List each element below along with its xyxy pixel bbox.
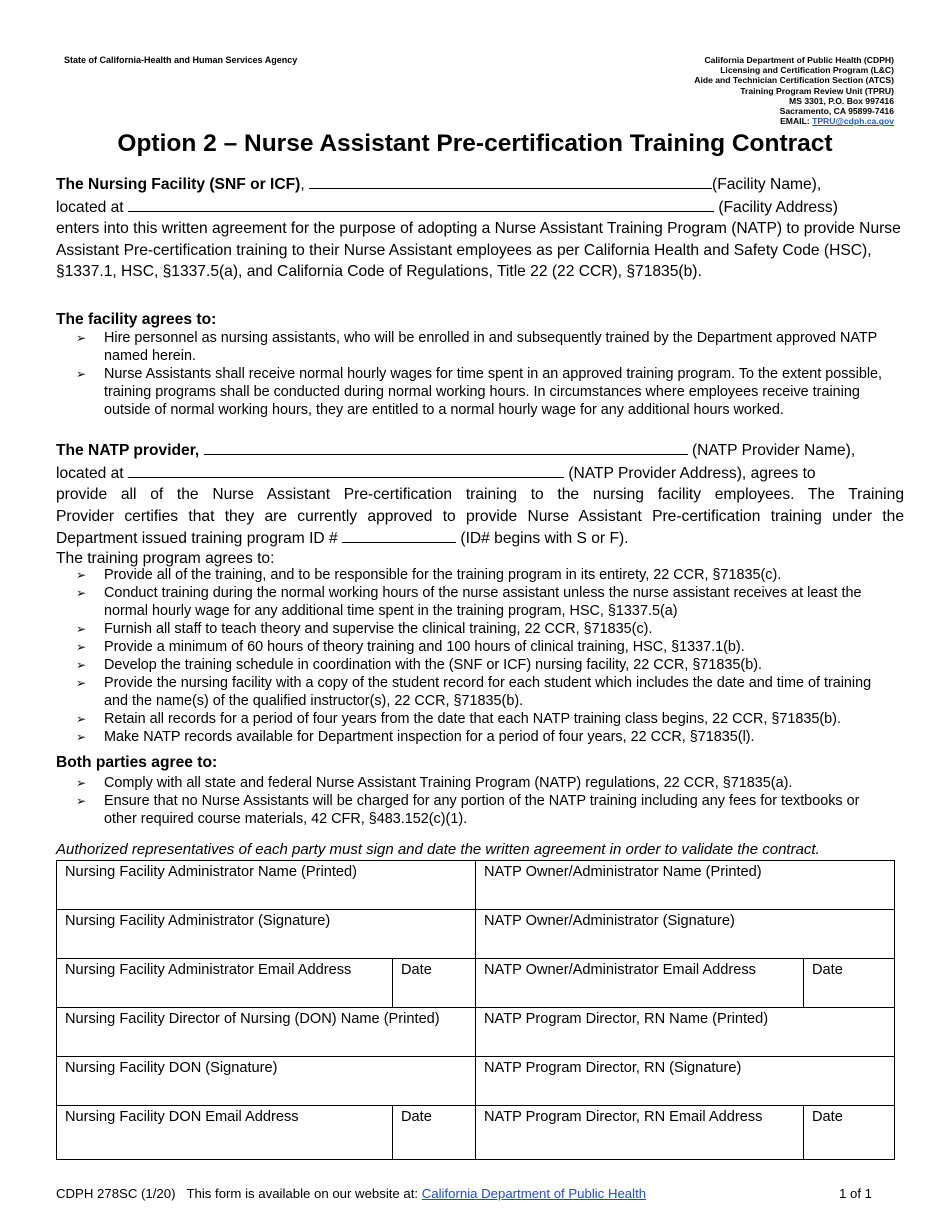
department-address-block: [694, 55, 894, 126]
facility-don-signature-field[interactable]: Nursing Facility DON (Signature): [57, 1057, 476, 1106]
list-item: ➢ Retain all records for a period of four years from the date that each NATP training class begins, 22 CCR, §71835(b).: [76, 710, 896, 728]
dept-line: Training Program Review Unit (TPRU): [740, 85, 894, 96]
provider-address-suffix: (NATP Provider Address), agrees to: [568, 464, 816, 482]
footer-available-text: This form is available on our website at:: [186, 1186, 419, 1201]
list-item: ➢ Provide the nursing facility with a copy of the student record for each student which includes the date and time of training and the name(s) of the qualified instructor(s), 22 CCR, §71835(b).: [76, 674, 896, 710]
natp-owner-name-field[interactable]: NATP Owner/Administrator Name (Printed): [476, 861, 895, 910]
facility-admin-date-field[interactable]: Date: [393, 959, 476, 1008]
page-number: 1 of 1: [839, 1186, 872, 1201]
agency-name: State of California-Health and Human Services Agency: [64, 55, 298, 65]
provider-address-line: [56, 462, 904, 485]
located-at-label: located at: [56, 198, 124, 216]
facility-address-suffix: (Facility Address): [718, 198, 838, 216]
dept-email-line: [694, 116, 894, 126]
natp-owner-email-field[interactable]: NATP Owner/Administrator Email Address: [476, 959, 804, 1008]
natp-director-name-field[interactable]: NATP Program Director, RN Name (Printed): [476, 1008, 895, 1057]
list-item: ➢ Nurse Assistants shall receive normal hourly wages for time spent in an approved training program. To the extent possible, training programs shall be conducted during normal working hours. In circumstances where employees receive training outside of normal working hours, they are entitled to a normal hourly wage for any additional hours worked.: [76, 365, 896, 419]
comma: ,: [300, 176, 305, 193]
dept-line: Sacramento, CA 95899-7416: [779, 106, 894, 117]
natp-director-signature-field[interactable]: NATP Program Director, RN (Signature): [476, 1057, 895, 1106]
training-heading: The training program agrees to:: [56, 549, 275, 567]
program-id-blank[interactable]: [342, 527, 456, 543]
list-item: ➢ Conduct training during the normal working hours of the nurse assistant unless the nurse assistant receives at least the normal hourly wage for any additional time spent in the training program, HSC, §1337.5(a): [76, 584, 896, 620]
facility-name-suffix: (Facility Name),: [712, 176, 822, 193]
authorization-note: Authorized representatives of each party must sign and date the written agreement in order to validate the contract.: [56, 841, 820, 858]
facility-admin-signature-field[interactable]: Nursing Facility Administrator (Signature): [57, 910, 476, 959]
list-item: ➢ Make NATP records available for Department inspection for a period of four years, 22 CCR, §71835(l).: [76, 728, 896, 746]
provider-name-blank[interactable]: [204, 439, 688, 455]
facility-don-email-field[interactable]: Nursing Facility DON Email Address: [57, 1106, 393, 1160]
provider-address-blank[interactable]: [128, 462, 564, 478]
list-item: ➢ Comply with all state and federal Nurse Assistant Training Program (NATP) regulations, 22 CCR, §71835(a).: [76, 774, 896, 792]
dept-line: Licensing and Certification Program (L&C): [720, 65, 894, 76]
list-item: ➢ Hire personnel as nursing assistants, who will be enrolled in and subsequently trained by the Department approved NATP named herein.: [76, 329, 896, 365]
signature-table: [56, 860, 895, 1160]
facility-name-line: [56, 173, 904, 196]
facility-lead: The Nursing Facility (SNF or ICF): [56, 176, 301, 193]
dept-line: Aide and Technician Certification Section (ATCS): [694, 75, 894, 86]
facility-bullets: [76, 329, 896, 419]
provider-lead: The NATP provider,: [56, 442, 200, 459]
page-title: Option 2 – Nurse Assistant Pre-certification Training Contract: [117, 130, 833, 157]
list-item: ➢ Furnish all staff to teach theory and supervise the clinical training, 22 CCR, §71835(c).: [76, 620, 896, 638]
provider-section: [56, 439, 904, 567]
facility-don-date-field[interactable]: Date: [393, 1106, 476, 1160]
training-bullets: [76, 566, 896, 746]
cdph-website-link[interactable]: California Department of Public Health: [421, 1186, 647, 1201]
dept-line: California Department of Public Health (CDPH): [704, 55, 894, 65]
program-id-label: Department issued training program ID #: [56, 530, 338, 547]
both-parties-bullets: [76, 774, 896, 828]
facility-don-name-field[interactable]: Nursing Facility Director of Nursing (DON) Name (Printed): [57, 1008, 476, 1057]
list-item: ➢ Ensure that no Nurse Assistants will be charged for any portion of the NATP training including any fees for textbooks or other required course materials, 42 CFR, §483.152(c)(1).: [76, 792, 896, 828]
list-item: ➢ Provide a minimum of 60 hours of theory training and 100 hours of clinical training, HSC, §1337.1(b).: [76, 638, 896, 656]
facility-address-line: [56, 196, 904, 219]
facility-name-blank[interactable]: [309, 173, 712, 189]
provider-name-suffix: (NATP Provider Name),: [691, 442, 856, 459]
program-id-hint: (ID# begins with S or F).: [460, 530, 629, 547]
facility-intro: [56, 173, 904, 283]
email-label: EMAIL:: [780, 116, 810, 127]
list-item: ➢ Develop the training schedule in coordination with the (SNF or ICF) nursing facility, 22 CCR, §71835(b).: [76, 656, 896, 674]
located-at-label: located at: [56, 464, 124, 482]
facility-paragraph: enters into this written agreement for the purpose of adopting a Nurse Assistant Training Program (NATP) to provide Nurse Assistant Pre-certification training to their Nurse Assistant employees as per California Health and Safety Code (HSC), §1337.1, HSC, §1337.5(a), and California Code of Regulations, Title 22 (22 CCR), §71835(b).: [56, 220, 901, 280]
natp-owner-signature-field[interactable]: NATP Owner/Administrator (Signature): [476, 910, 895, 959]
email-link[interactable]: TPRU@cdph.ca.gov: [812, 116, 894, 127]
provider-line-3: provide all of the Nurse Assistant Pre-certification training to the nursing facility employees. The Training: [56, 486, 904, 503]
footer: [56, 1186, 646, 1201]
list-item: ➢ Provide all of the training, and to be responsible for the training program in its entirety, 22 CCR, §71835(c).: [76, 566, 896, 584]
natp-director-email-field[interactable]: NATP Program Director, RN Email Address: [476, 1106, 804, 1160]
facility-admin-name-field[interactable]: Nursing Facility Administrator Name (Printed): [57, 861, 476, 910]
both-parties-heading: Both parties agree to:: [56, 754, 218, 771]
facility-agrees-heading: The facility agrees to:: [56, 311, 217, 328]
facility-admin-email-field[interactable]: Nursing Facility Administrator Email Address: [57, 959, 393, 1008]
provider-name-line: [56, 439, 904, 462]
natp-director-date-field[interactable]: Date: [804, 1106, 895, 1160]
provider-line-4: Provider certifies that they are currently approved to provide Nurse Assistant Pre-certification training under the: [56, 507, 904, 525]
natp-owner-date-field[interactable]: Date: [804, 959, 895, 1008]
dept-line: MS 3301, P.O. Box 997416: [789, 95, 894, 106]
facility-address-blank[interactable]: [128, 196, 714, 212]
provider-id-line: [56, 527, 904, 550]
form-id: CDPH 278SC (1/20): [56, 1186, 176, 1201]
